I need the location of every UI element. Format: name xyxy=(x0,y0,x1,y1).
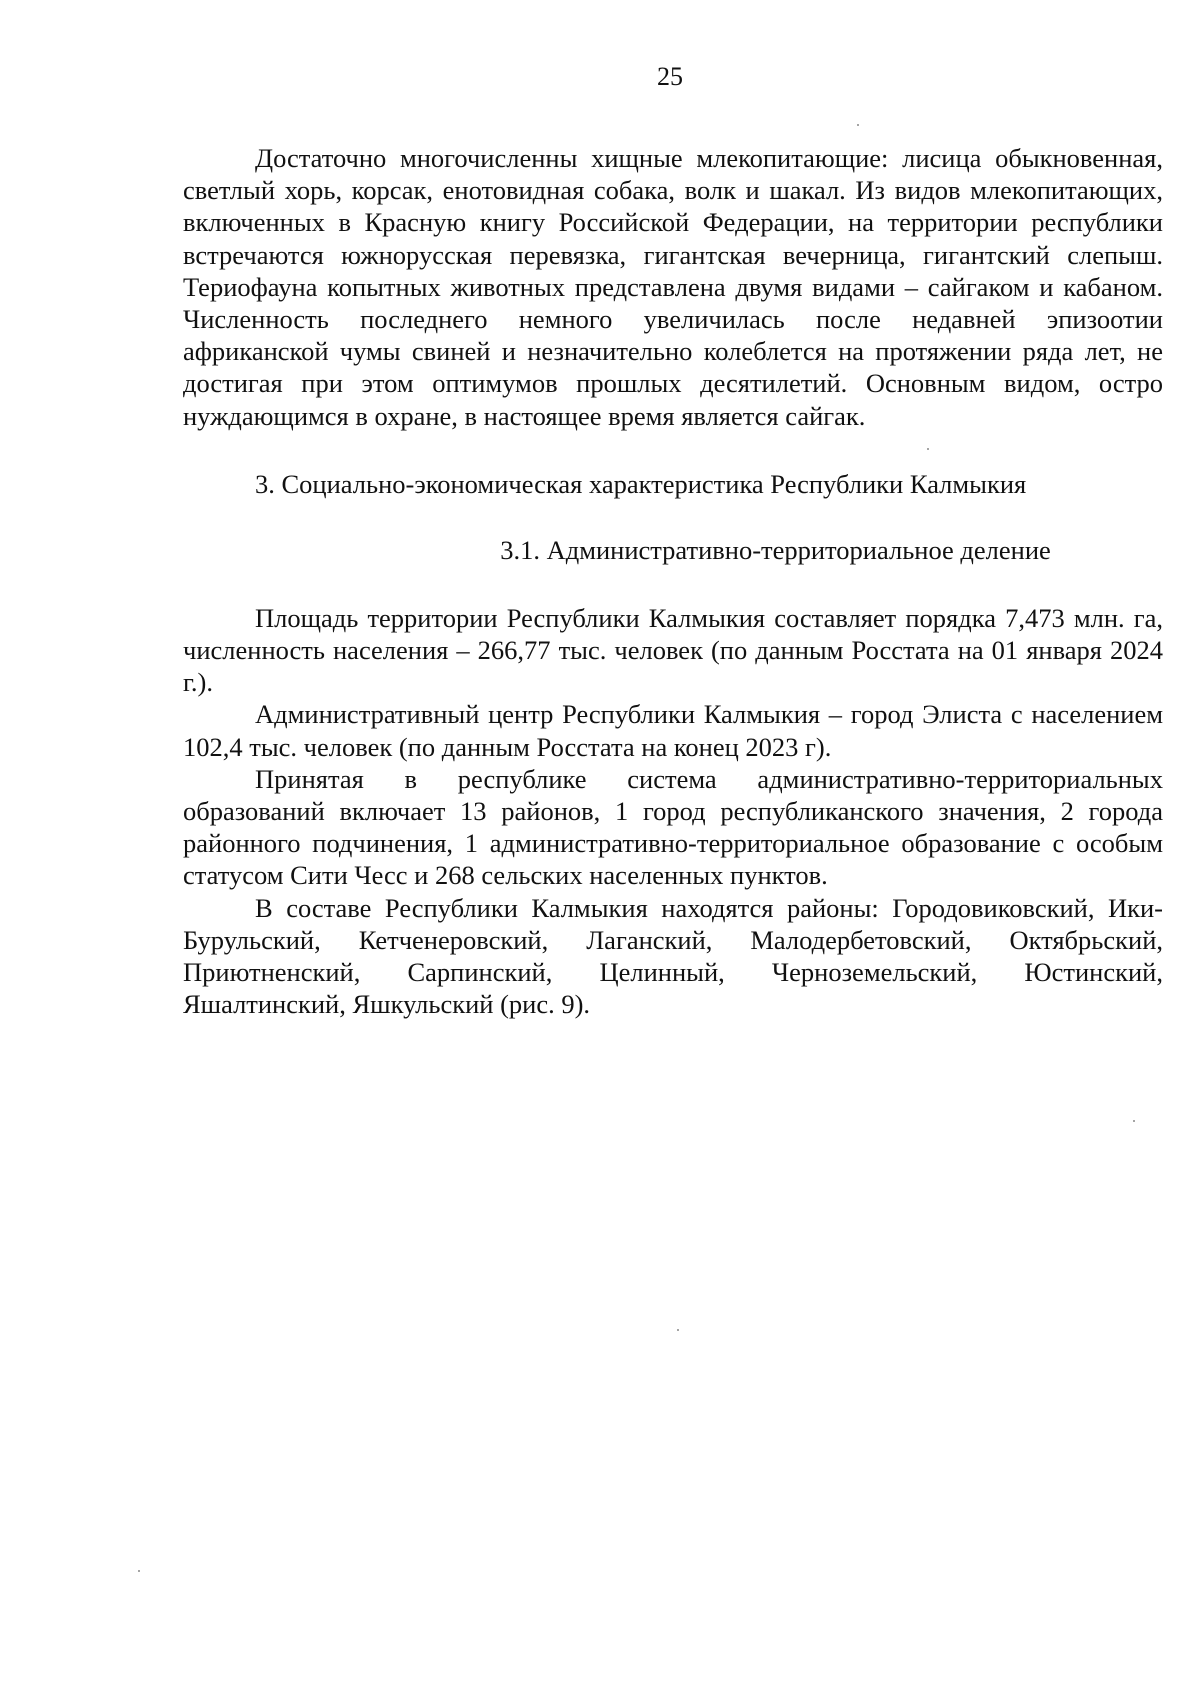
admin-division-text xyxy=(183,602,1163,1021)
scan-speck xyxy=(138,1570,140,1572)
subsection-heading: 3.1. Административно-территориальное деление xyxy=(500,534,1051,565)
area-population-paragraph: Площадь территории Республики Калмыкия составляет порядка 7,473 млн. га, численность населения – 266,77 тыс. человек (по данным Росстата на 01 января 2024 г.). xyxy=(183,602,1163,698)
capital-paragraph: Административный центр Республики Калмыкия – город Элиста с населением 102,4 тыс. человек (по данным Росстата на конец 2023 г). xyxy=(183,699,1163,762)
section-heading: 3. Социально-экономическая характеристика Республики Калмыкия xyxy=(255,468,1027,499)
scan-speck xyxy=(677,1329,679,1331)
admin-system-paragraph: Принятая в республике система административно-территориальных образований включает 13 районов, 1 город республиканского значения, 2 города районного подчинения, 1 административно-территориальное образование с особым статусом Сити Чесс и 268 сельских населенных пунктов. xyxy=(183,763,1163,891)
districts-paragraph: В составе Республики Калмыкия находятся районы: Городовиковский, Ики-Бурульский, Кетченеровский, Лаганский, Малодербетовский, Октябрьский, Приютненский, Сарпинский, Целинный, Черноземельский, Юстинский, Яшалтинский, Яшкульский (рис. 9). xyxy=(183,892,1163,1020)
scan-speck xyxy=(857,124,859,126)
document-body xyxy=(183,142,1163,1020)
page-number: 25 xyxy=(657,62,683,91)
fauna-paragraph: Достаточно многочисленны хищные млекопитающие: лисица обыкновенная, светлый хорь, корсак, енотовидная собака, волк и шакал. Из видов млекопитающих, включенных в Красную книгу Российской Федерации, на территории республики встречаются южнорусская перевязка, гигантская вечерница, гигантский слепыш. Териофауна копытных животных представлена двумя видами – сайгаком и кабаном. Численность последнего немного увеличилась после недавней эпизоотии африканской чумы свиней и незначительно колеблется на протяжении ряда лет, не достигая при этом оптимумов прошлых десятилетий. Основным видом, остро нуждающимся в охране, в настоящее время является сайгак. xyxy=(183,143,1163,431)
scan-speck xyxy=(927,448,929,450)
scan-speck xyxy=(1133,1120,1135,1122)
